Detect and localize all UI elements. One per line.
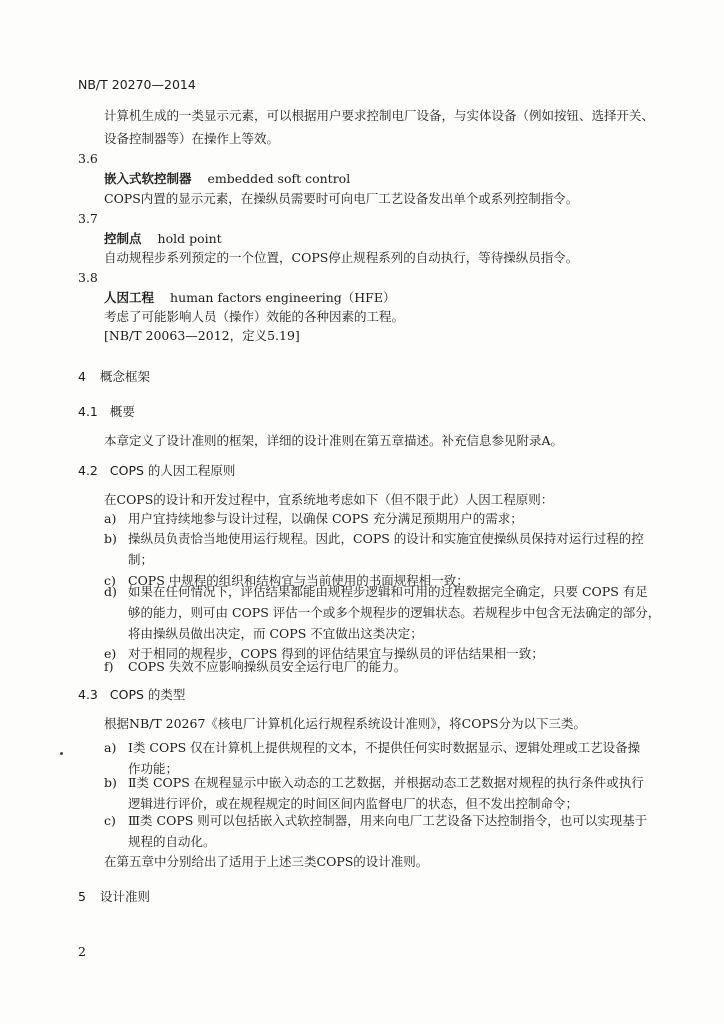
intro-line-2: 设备控制器等）在操作上等效。 (104, 131, 280, 146)
list-line: 对于相同的规程步，COPS 得到的评估结果宜与操纵员的评估结果相一致； (128, 646, 544, 661)
term-cn: 控制点 (104, 231, 142, 246)
section-title: 概念框架 (99, 369, 150, 384)
term-heading (104, 170, 350, 188)
list-line: Ⅲ类 COPS 则可以包括嵌入式软控制器，用来向电厂工艺设备下达控制指令，也可以实现基于 (128, 813, 648, 828)
section-number: 4 (78, 369, 86, 384)
list-line: 操纵员负责恰当地使用运行规程。因此，COPS 的设计和实施宜使操纵员保持对运行过程的控 (128, 531, 644, 546)
list-label: a) (104, 511, 117, 526)
paragraph: 本章定义了设计准则的框架，详细的设计准则在第五章描述。补充信息参见附录A。 (104, 433, 564, 448)
list-line: 规程的自动化。 (128, 834, 216, 849)
subsection-number: 4.2 (78, 463, 98, 478)
term-number: 3.7 (78, 211, 98, 226)
list-item (128, 772, 688, 814)
paragraph: 根据NB/T 20267《核电厂计算机化运行规程系统设计准则》，将COPS分为以下三类。 (104, 716, 586, 731)
list-line: 如果在任何情况下，评估结果都能由规程步逻辑和可用的过程数据完全确定，只要 COPS 有足 (128, 584, 648, 599)
list-line: 逻辑进行评价，或在规程规定的时间区间内监督电厂的状态，但不发出控制命令； (128, 796, 579, 811)
section-heading (78, 368, 150, 386)
paragraph: 在第五章中分别给出了适用于上述三类COPS的设计准则。 (104, 854, 429, 869)
list-line: COPS 失效不应影响操纵员安全运行电厂的能力。 (128, 659, 407, 674)
list-line: Ⅰ类 COPS 仅在计算机上提供规程的文本，不提供任何实时数据显示、逻辑处理或工艺设备操 (128, 740, 641, 755)
list-line: 将由操纵员做出决定，而 COPS 不宜做出这类决定； (128, 626, 423, 641)
term-definition: COPS内置的显示元素，在操纵员需要时可向电厂工艺设备发出单个或系列控制指令。 (104, 191, 579, 206)
subsection-heading (78, 403, 135, 421)
list-line: 够的能力，则可由 COPS 评估一个或多个规程步的逻辑状态。若规程步中包含无法确定的部分， (128, 605, 661, 620)
subsection-heading (78, 686, 185, 704)
list-item (128, 810, 688, 852)
scan-speck (60, 752, 63, 755)
list-label: b) (104, 775, 117, 790)
list-line: 作功能； (128, 761, 179, 776)
subsection-title: 概要 (109, 404, 135, 419)
list-label: d) (104, 584, 117, 599)
subsection-title: COPS 的人因工程原则 (109, 463, 236, 478)
list-item (128, 581, 688, 644)
section-number: 5 (78, 889, 86, 904)
term-heading (104, 230, 222, 248)
list-item (128, 656, 688, 677)
term-definition: 自动规程步系列预定的一个位置，COPS停止规程系列的自动执行，等待操纵员指令。 (104, 250, 579, 265)
list-label: b) (104, 531, 117, 546)
list-line: Ⅱ类 COPS 在规程显示中嵌入动态的工艺数据，并根据动态工艺数据对规程的执行条件或执行 (128, 775, 644, 790)
term-en: embedded soft control (207, 171, 351, 186)
term-en: hold point (157, 231, 222, 246)
term-heading (104, 289, 395, 307)
term-definition: 考虑了可能影响人员（操作）效能的各种因素的工程。 (104, 309, 405, 324)
section-heading (78, 888, 150, 906)
list-line: COPS 中规程的组织和结构宜与当前使用的书面规程相一致； (128, 573, 469, 588)
section-title: 设计准则 (99, 889, 150, 904)
list-label: c) (104, 813, 116, 828)
intro-line-1: 计算机生成的一类显示元素，可以根据用户要求控制电厂设备，与实体设备（例如按钮、选择开关、 (104, 108, 655, 123)
list-label: c) (104, 573, 116, 588)
subsection-number: 4.3 (78, 687, 98, 702)
paragraph: 在COPS的设计和开发过程中，宜系统地考虑如下（但不限于此）人因工程原则： (104, 492, 554, 507)
list-item (128, 528, 688, 570)
term-reference: [NB/T 20063—2012，定义5.19] (104, 328, 300, 343)
subsection-title: COPS 的类型 (109, 687, 186, 702)
page-number: 2 (78, 944, 86, 959)
list-line: 用户宜持续地参与设计过程，以确保 COPS 充分满足预期用户的需求； (128, 511, 523, 526)
term-en: human factors engineering（HFE） (170, 290, 396, 305)
term-cn: 嵌入式软控制器 (104, 171, 192, 186)
subsection-number: 4.1 (78, 404, 98, 419)
standard-number: NB/T 20270—2014 (78, 77, 196, 92)
term-cn: 人因工程 (104, 290, 155, 305)
list-label: f) (104, 659, 114, 674)
subsection-heading (78, 462, 235, 480)
list-line: 制； (128, 552, 154, 567)
term-number: 3.6 (78, 151, 98, 166)
term-number: 3.8 (78, 270, 98, 285)
list-label: a) (104, 740, 117, 755)
list-label: e) (104, 646, 117, 661)
list-item (128, 508, 688, 529)
